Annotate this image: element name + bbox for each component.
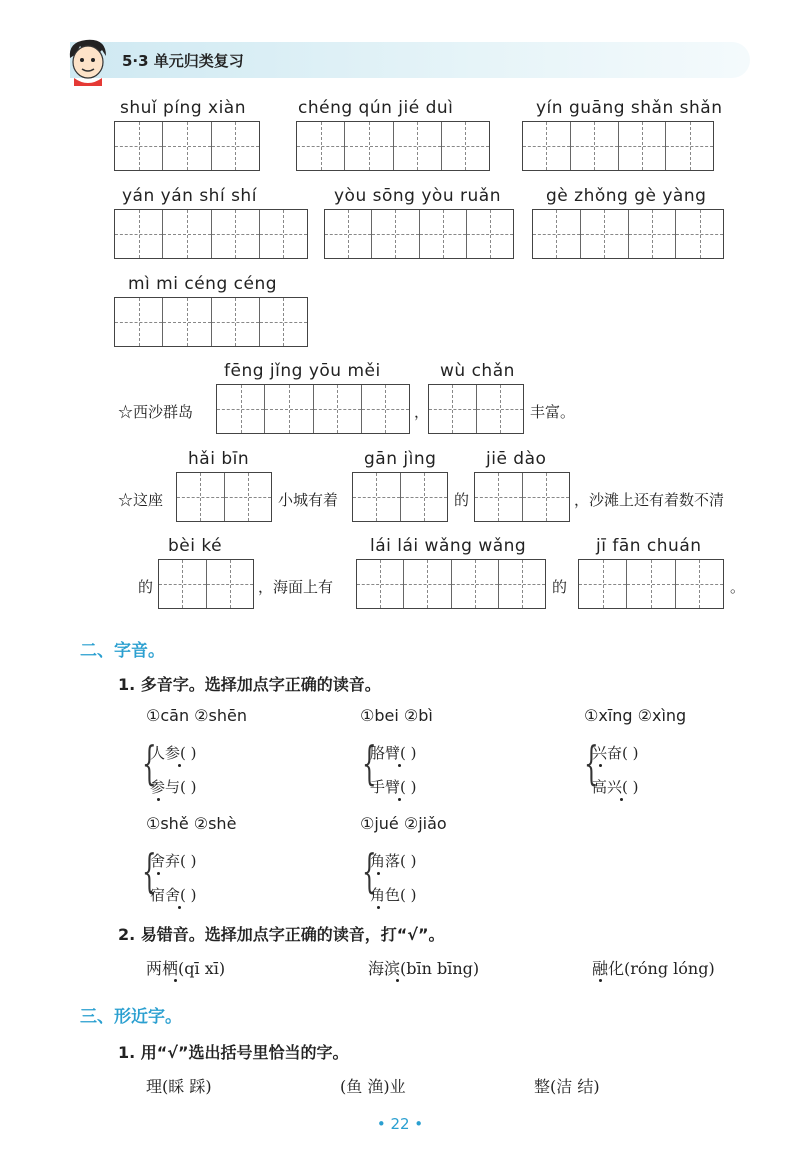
emphasis-dot: [398, 798, 401, 801]
sentence-text: ，: [414, 403, 430, 421]
word-item[interactable]: 人参( ): [150, 744, 197, 762]
word-item[interactable]: 宿舍( ): [150, 886, 197, 904]
emphasis-dot: [398, 764, 401, 767]
pinyin-label: jiē dào: [486, 449, 547, 469]
choice-item[interactable]: 两栖(qī xī): [146, 959, 226, 978]
word-item[interactable]: 兴奋( ): [592, 744, 639, 762]
options-text: ①xīng ②xìng: [584, 706, 687, 725]
options-text: ①jué ②jiǎo: [360, 814, 447, 833]
sentence-text: 的: [552, 578, 568, 596]
writing-grid[interactable]: [216, 384, 410, 434]
pinyin-label: mì mi céng céng: [128, 274, 278, 294]
sentence-text: 的: [138, 578, 154, 596]
word-item[interactable]: 胳臂( ): [370, 744, 417, 762]
word-item[interactable]: 舍弃( ): [150, 852, 197, 870]
writing-grid[interactable]: [428, 384, 524, 434]
pinyin-label: hǎi bīn: [188, 449, 250, 469]
choice-item[interactable]: 海滨(bīn bīng): [368, 959, 480, 978]
pinyin-label: gè zhǒng gè yàng: [546, 186, 707, 206]
emphasis-dot: [178, 764, 181, 767]
question-text: 1. 多音字。选择加点字正确的读音。: [118, 675, 381, 694]
word-item[interactable]: 参与( ): [150, 778, 197, 796]
writing-grid[interactable]: [578, 559, 724, 609]
writing-grid[interactable]: [114, 297, 308, 347]
pinyin-label: yòu sōng yòu ruǎn: [334, 186, 501, 206]
sentence-text: ☆西沙群岛: [118, 403, 194, 421]
choice-item[interactable]: 融化(róng lóng): [592, 959, 715, 978]
page-number: • 22 •: [376, 1115, 424, 1133]
pinyin-label: fēng jǐng yōu měi: [224, 361, 381, 381]
pinyin-label: lái lái wǎng wǎng: [370, 536, 527, 556]
word-item[interactable]: 角落( ): [370, 852, 417, 870]
question-text: 2. 易错音。选择加点字正确的读音，打“√”。: [118, 925, 445, 944]
sentence-text: ，沙滩上还有着数不清: [574, 491, 725, 509]
sentence-text: 。: [730, 578, 746, 596]
emphasis-dot: [157, 872, 160, 875]
sentence-text: 小城有着: [278, 491, 339, 509]
pinyin-label: yán yán shí shí: [122, 186, 257, 206]
emphasis-dot: [377, 906, 380, 909]
pinyin-label: gān jìng: [364, 449, 437, 469]
brace: {: [142, 844, 157, 898]
boy-mascot-icon: [62, 36, 116, 86]
choice-item[interactable]: 整(洁 结): [534, 1077, 600, 1096]
sentence-text: ☆这座: [118, 491, 164, 509]
emphasis-dot: [396, 979, 399, 982]
emphasis-dot: [178, 906, 181, 909]
word-item[interactable]: 手臂( ): [370, 778, 417, 796]
emphasis-dot: [599, 979, 602, 982]
writing-grid[interactable]: [474, 472, 570, 522]
word-item[interactable]: 高兴( ): [592, 778, 639, 796]
header-title: 5·3 单元归类复习: [122, 52, 244, 70]
writing-grid[interactable]: [114, 209, 308, 259]
choice-item[interactable]: 理(睬 踩): [146, 1077, 212, 1096]
emphasis-dot: [157, 798, 160, 801]
brace: {: [142, 736, 157, 790]
writing-grid[interactable]: [114, 121, 260, 171]
writing-grid[interactable]: [158, 559, 254, 609]
sentence-text: 的: [454, 491, 470, 509]
pinyin-label: wù chǎn: [440, 361, 515, 381]
sentence-text: ，海面上有: [258, 578, 334, 596]
pinyin-label: chéng qún jié duì: [298, 98, 454, 118]
emphasis-dot: [174, 979, 177, 982]
section-title: 三、形近字。: [80, 1007, 182, 1027]
word-item[interactable]: 角色( ): [370, 886, 417, 904]
writing-grid[interactable]: [532, 209, 724, 259]
brace: {: [584, 736, 599, 790]
emphasis-dot: [620, 798, 623, 801]
writing-grid[interactable]: [352, 472, 448, 522]
sentence-text: 丰富。: [530, 403, 576, 421]
writing-grid[interactable]: [324, 209, 514, 259]
question-text: 1. 用“√”选出括号里恰当的字。: [118, 1043, 349, 1062]
options-text: ①bei ②bì: [360, 706, 433, 725]
writing-grid[interactable]: [356, 559, 546, 609]
writing-grid[interactable]: [176, 472, 272, 522]
pinyin-label: yín guāng shǎn shǎn: [536, 98, 723, 118]
brace: {: [362, 844, 377, 898]
pinyin-label: jī fān chuán: [596, 536, 702, 556]
writing-grid[interactable]: [522, 121, 714, 171]
options-text: ①shě ②shè: [146, 814, 237, 833]
pinyin-label: bèi ké: [168, 536, 223, 556]
emphasis-dot: [599, 764, 602, 767]
choice-item[interactable]: (鱼 渔)业: [340, 1077, 406, 1096]
emphasis-dot: [377, 872, 380, 875]
section-title: 二、字音。: [80, 641, 165, 661]
writing-grid[interactable]: [296, 121, 490, 171]
pinyin-label: shuǐ píng xiàn: [120, 98, 246, 118]
options-text: ①cān ②shēn: [146, 706, 247, 725]
brace: {: [362, 736, 377, 790]
